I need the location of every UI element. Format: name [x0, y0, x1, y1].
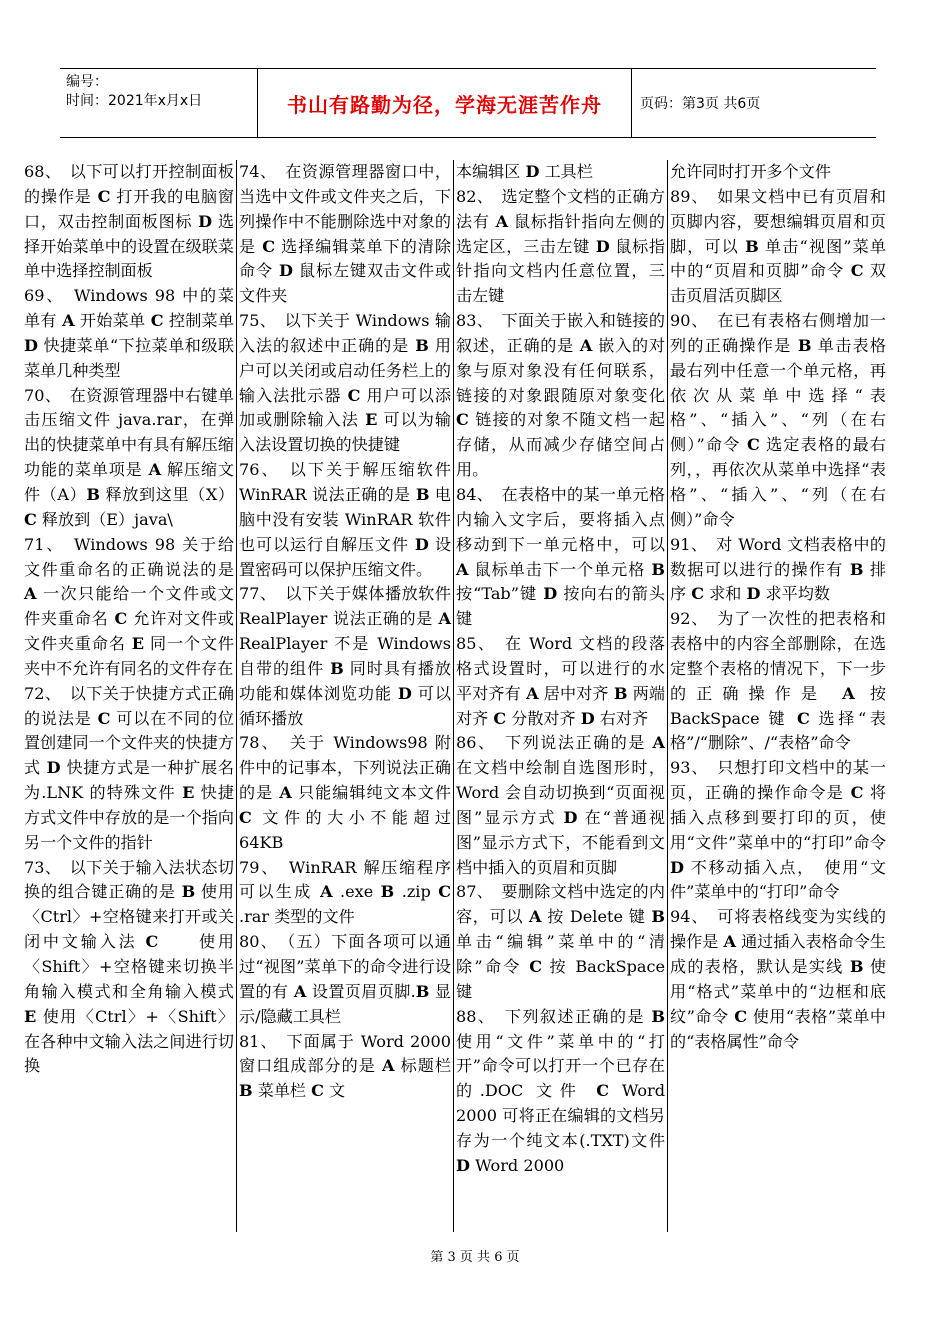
question-paragraph: 85、 在 Word 文档的段落格式设置时，可以进行的水平对齐有 A 居中对齐 B 两端对齐 C 分散对齐 D 右对齐 [456, 634, 665, 728]
header-page-label: 页码：第3页 共6页 [640, 96, 761, 112]
text-column-2 [236, 160, 453, 1232]
header-motto: 书山有路勤为径，学海无涯苦作舟 [258, 69, 632, 137]
question-paragraph: 77、 以下关于媒体播放软件 RealPlayer 说法正确的是 A RealPlayer 不是 Windows 自带的组件 B 同时具有播放功能和媒体浏览功能 D 可以循环播放 [239, 584, 451, 728]
body-columns [22, 160, 888, 1232]
header-number-label: 编号： [66, 74, 108, 90]
question-paragraph: 83、 下面关于嵌入和链接的叙述，正确的是 A 嵌入的对象与原对象没有任何联系，链接的对象跟随原对象变化 C 链接的对象不随文档一起存储，从而减少存储空间占用。 [456, 311, 665, 480]
question-paragraph: 81、 下面属于 Word 2000 窗口组成部分的是 A 标题栏 B 菜单栏 C 文 [239, 1031, 451, 1101]
question-paragraph: 76、 以下关于解压缩软件 WinRAR 说法正确的是 B 电脑中没有安装 WinRAR 软件也可以运行自解压文件 D 设置密码可以保护压缩文件。 [239, 460, 451, 579]
text-column-3 [453, 160, 667, 1232]
question-paragraph: 88、 下列叙述正确的是 B 使用“文件”菜单中的“打开”命令可以打开一个已存在的.DOC 文件 C Word 2000 可将正在编辑的文档另存为一个纯文本(.TXT)文件 D Word 2000 [456, 1006, 666, 1175]
text-column-1 [22, 160, 236, 1232]
question-paragraph: 72、 以下关于快捷方式正确的说法是 C 可以在不同的位置创建同一个文件夹的快捷方式 D 快捷方式是一种扩展名为.LNK 的特殊文件 E 快捷方式文件中存放的是一个指向另一个文件的指针 [24, 683, 235, 852]
question-paragraph: 本编辑区 D 工具栏 [456, 162, 593, 181]
question-paragraph: 89、 如果文档中已有页眉和页脚内容，要想编辑页眉和页脚，可以 B 单击“视图”菜单中的“页眉和页脚”命令 C 双击页眉活页脚区 [670, 186, 886, 306]
page-footer: 第 3 页 共 6 页 [430, 1250, 520, 1265]
question-paragraph: 86、 下列说法正确的是 A 在文档中绘制自选图形时，Word 会自动切换到“页面视图”显示方式 D 在“普通视图”显示方式下，不能看到文档中插入的页眉和页脚 [456, 733, 666, 877]
question-paragraph: 79、 WinRAR 解压缩程序可以生成 A .exe B .zip C .rar 类型的文件 [239, 857, 451, 927]
question-paragraph: 90、 在已有表格右侧增加一列的正确操作是 B 单击表格最右列中任意一个单元格，再依次从菜单中选择“表格”、“插入”、“列（在右侧）”命令 C 选定表格的最右列，，再依次从菜单中选择“表格”、“插入”、“列（在右侧）”命令 [670, 311, 886, 529]
page-header [60, 68, 876, 138]
question-paragraph: 94、 可将表格线变为实线的操作是 A 通过插入表格命令生成的表格，默认是实线 B 使用“格式”菜单中的“边框和底纹”命令 C 使用“表格”菜单中的“表格属性”命令 [670, 907, 887, 1051]
question-paragraph: 69、 Windows 98 中的菜单有 A 开始菜单 C 控制菜单 D 快捷菜单“下拉菜单和级联菜单几种类型 [24, 286, 234, 380]
question-paragraph: 87、 要删除文档中选定的内容，可以 A 按 Delete 键 B 单击“编辑”菜单中的“清除”命令 C 按 BackSpace 键 [456, 882, 666, 1001]
question-paragraph: 73、 以下关于输入法状态切换的组合键正确的是 B 使用〈Ctrl〉+空格键来打开或关闭中文输入法 C 使用〈Shift〉+空格键来切换半角输入模式和全角输入模式 E 使用〈Ctrl〉+〈Shift〉在各种中文输入法之间进行切换 [24, 857, 235, 1076]
question-paragraph: 82、 选定整个文档的正确方法有 A 鼠标指针指向左侧的选定区，三击左键 D 鼠标指针指向文档内任意位置，三击左键 [456, 186, 665, 306]
question-paragraph: 80、 （五）下面各项可以通过“视图”菜单下的命令进行设置的有 A 设置页眉页脚.B 显示/隐藏工具栏 [239, 932, 451, 1026]
question-paragraph: 70、 在资源管理器中右键单击压缩文件 java.rar，在弹出的快捷菜单中有具有解压缩功能的菜单项是 A 解压缩文件（A）B 释放到这里（X）C 释放到（E）java\ [24, 385, 235, 529]
question-paragraph: 92、 为了一次性的把表格和表格中的内容全部删除，在选定整个表格的情况下，下一步的正确操作是 A 按 BackSpace 键 C 选择“表格”/“删除”、/“表格”命令 [670, 609, 886, 753]
header-time-label: 时间：2021年x月x日 [66, 93, 203, 109]
question-paragraph: 78、 关于 Windows98 附件中的记事本，下列说法正确的是 A 只能编辑纯文本文件 C 文件的大小不能超过 64KB [239, 733, 451, 852]
question-paragraph: 74、 在资源管理器窗口中，当选中文件或文件夹之后，下列操作中不能删除选中对象的是 C 选择编辑菜单下的清除命令 D 鼠标左键双击文件或文件夹 [239, 162, 451, 306]
question-paragraph: 71、 Windows 98 关于给文件重命名的正确说法的是 A 一次只能给一个文件或文件夹重命名 C 允许对文件或文件夹重命名 E 同一个文件夹中不允许有同名的文件存在 [24, 534, 234, 678]
question-paragraph: 75、 以下关于 Windows 输入法的叙述中正确的是 B 用户可以关闭或启动任务栏上的输入法批示器 C 用户可以添加或删除输入法 E 可以为输入法设置切换的快捷键 [239, 311, 451, 455]
question-paragraph: 91、 对 Word 文档表格中的数据可以进行的操作有 B 排序 C 求和 D 求平均数 [670, 534, 886, 604]
question-paragraph: 68、 以下可以打开控制面板的操作是 C 打开我的电脑窗口，双击控制面板图标 D 选择开始菜单中的设置在级联菜单中选择控制面板 [24, 162, 234, 281]
header-meta [60, 69, 258, 137]
text-column-4 [667, 160, 888, 1232]
question-paragraph: 84、 在表格中的某一单元格内输入文字后，要将插入点移动到下一单元格中，可以 A 鼠标单击下一个单元格 B 按“Tab”键 D 按向右的箭头键 [456, 484, 666, 629]
question-paragraph: 允许同时打开多个文件 [670, 162, 831, 181]
question-paragraph: 93、 只想打印文档中的某一页，正确的操作命令是 C 将插入点移到要打印的页，使用“文件”菜单中的“打印”命令 D 不移动插入点， 使用“文件”菜单中的“打印”命令 [670, 758, 886, 902]
